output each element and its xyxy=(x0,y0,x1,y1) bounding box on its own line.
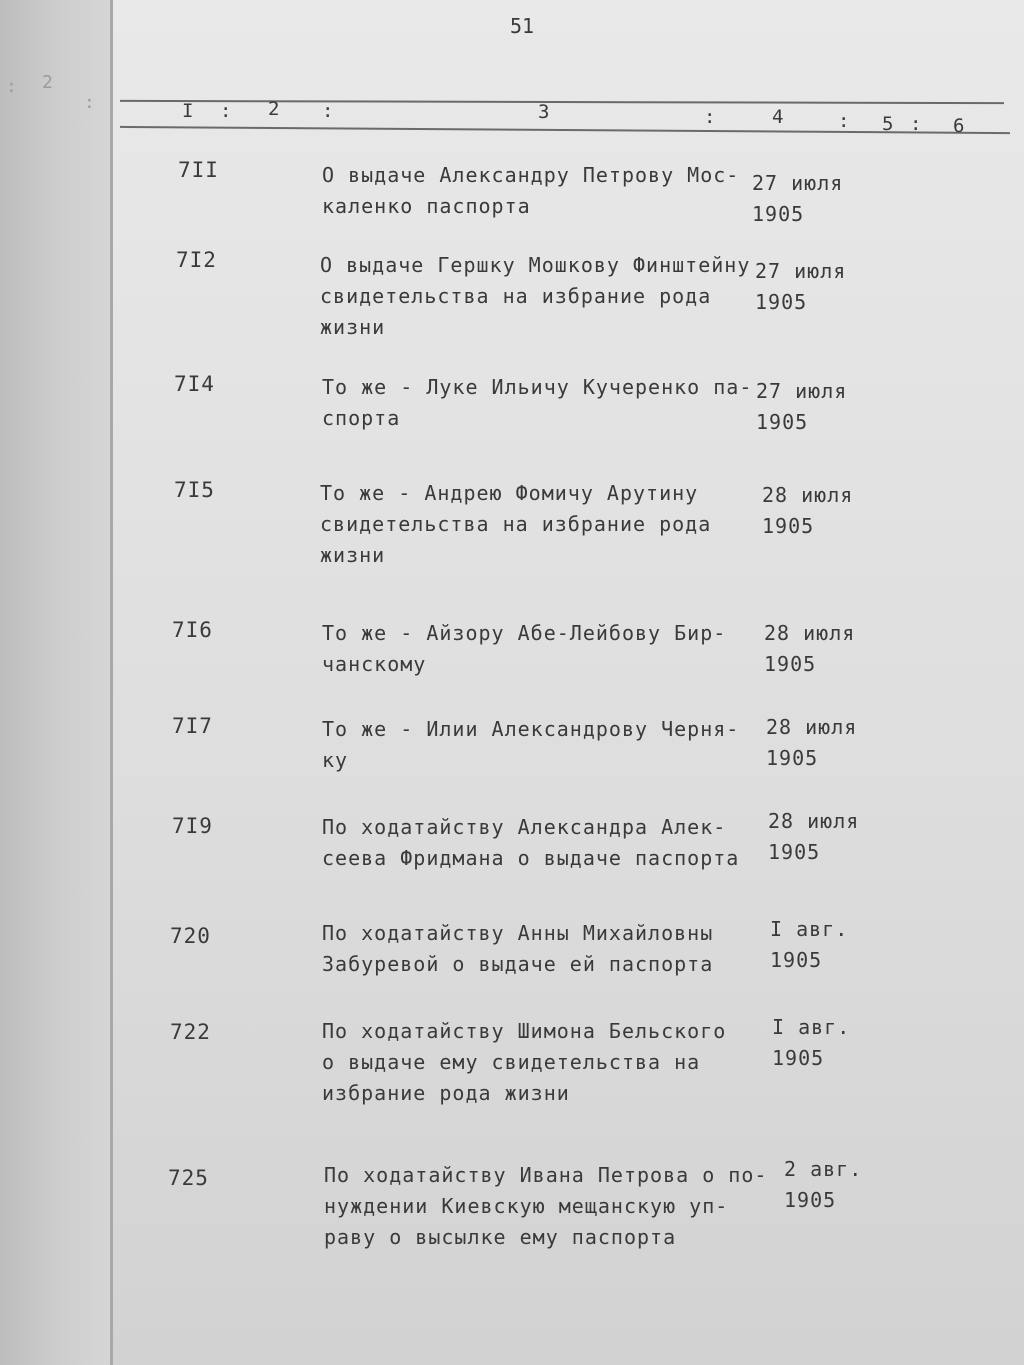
binding-spine xyxy=(0,0,112,1365)
entry-date-day: 28 июля xyxy=(764,621,856,645)
entry-number: 7I2 xyxy=(176,248,217,272)
entry-description-line: То же - Андрею Фомичу Арутину xyxy=(320,481,699,505)
entry-date-year: 1905 xyxy=(764,652,817,676)
entry-description xyxy=(322,1016,726,1109)
column-separator: : xyxy=(910,113,924,135)
entry-description-line: каленко паспорта xyxy=(322,194,531,218)
entry-description-line: По ходатайству Шимона Бельского xyxy=(322,1019,727,1043)
entry-number: 720 xyxy=(170,924,211,948)
entry-description-line: раву о высылке ему паспорта xyxy=(324,1225,677,1249)
column-header-3: 3 xyxy=(538,101,552,123)
entry-date xyxy=(752,168,843,230)
column-separator: : xyxy=(704,106,718,128)
entry-description-line: избрание рода жизни xyxy=(322,1081,570,1105)
entry-date xyxy=(768,806,859,868)
entry-date-year: 1905 xyxy=(755,290,808,314)
entry-number: 7II xyxy=(178,158,219,182)
entry-description-line: О выдаче Александру Петрову Мос- xyxy=(322,163,740,187)
entry-description xyxy=(324,1160,767,1253)
entry-description-line: о выдаче ему свидетельства на xyxy=(322,1050,701,1074)
entry-date-day: 28 июля xyxy=(766,715,858,739)
entry-description-line: То же - Илии Александрову Черня- xyxy=(322,717,740,741)
entry-date-year: 1905 xyxy=(770,948,823,972)
entry-description-line: сеева Фридмана о выдаче паспорта xyxy=(322,846,740,870)
entry-date-day: 27 июля xyxy=(756,379,848,403)
entry-date xyxy=(770,914,848,976)
entry-description-line: ку xyxy=(322,748,349,772)
entry-description xyxy=(320,478,711,571)
entry-date xyxy=(766,712,857,774)
entry-description xyxy=(322,160,739,222)
entry-date xyxy=(755,256,846,318)
column-separator: : xyxy=(838,110,852,132)
entry-description-line: Забуревой о выдаче ей паспорта xyxy=(322,952,714,976)
entry-description-line: спорта xyxy=(322,406,401,430)
entry-date-year: 1905 xyxy=(784,1188,837,1212)
entry-date xyxy=(784,1154,862,1216)
column-separator: : xyxy=(322,100,336,122)
entry-date-day: 27 июля xyxy=(752,171,844,195)
column-header-4: 4 xyxy=(772,106,786,128)
entry-date-year: 1905 xyxy=(772,1046,825,1070)
margin-ghost-mark: : xyxy=(6,76,17,97)
entry-date-day: 28 июля xyxy=(768,809,860,833)
entry-description-line: То же - Луке Ильичу Кучеренко па- xyxy=(322,375,753,399)
entry-date-year: 1905 xyxy=(752,202,805,226)
entry-number: 7I6 xyxy=(172,618,213,642)
entry-number: 7I5 xyxy=(174,478,215,502)
entry-description-line: По ходатайству Анны Михайловны xyxy=(322,921,714,945)
entry-description-line: О выдаче Гершку Мошкову Финштейну xyxy=(320,253,751,277)
entry-date-day: 28 июля xyxy=(762,483,854,507)
entry-date xyxy=(772,1012,850,1074)
entry-date xyxy=(762,480,853,542)
entry-description-line: жизни xyxy=(320,315,386,339)
entry-description-line: чанскому xyxy=(322,652,427,676)
entry-description xyxy=(322,812,739,874)
column-header-5: 5 xyxy=(882,113,896,135)
entry-date-year: 1905 xyxy=(768,840,821,864)
entry-date-year: 1905 xyxy=(762,514,815,538)
entry-description xyxy=(322,372,752,434)
entry-date-day: I авг. xyxy=(770,917,849,941)
margin-ghost-mark: 2 xyxy=(42,72,53,93)
entry-date-year: 1905 xyxy=(756,410,809,434)
column-separator: : xyxy=(220,100,234,122)
entry-date-day: 27 июля xyxy=(755,259,847,283)
column-header-2: 2 xyxy=(268,98,282,120)
entry-date-year: 1905 xyxy=(766,746,819,770)
entry-number: 7I9 xyxy=(172,814,213,838)
entry-description-line: То же - Айзору Абе-Лейбову Бир- xyxy=(322,621,727,645)
entry-description xyxy=(322,918,713,980)
entry-date-day: I авг. xyxy=(772,1015,851,1039)
entry-date xyxy=(764,618,855,680)
page-number: 51 xyxy=(510,14,535,38)
entry-description xyxy=(320,250,750,343)
entry-number: 725 xyxy=(168,1166,209,1190)
entry-description xyxy=(322,618,726,680)
column-header-6: 6 xyxy=(953,115,967,137)
entry-number: 7I4 xyxy=(174,372,215,396)
entry-description-line: свидетельства на избрание рода xyxy=(320,512,712,536)
column-header-1: I xyxy=(182,100,196,122)
entry-description-line: По ходатайству Александра Алек- xyxy=(322,815,727,839)
entry-description-line: свидетельства на избрание рода xyxy=(320,284,712,308)
entry-date-day: 2 авг. xyxy=(784,1157,863,1181)
entry-number: 722 xyxy=(170,1020,211,1044)
entry-date xyxy=(756,376,847,438)
entry-description-line: нуждении Киевскую мещанскую уп- xyxy=(324,1194,729,1218)
entry-description-line: По ходатайству Ивана Петрова о по- xyxy=(324,1163,768,1187)
entry-number: 7I7 xyxy=(172,714,213,738)
entry-description xyxy=(322,714,739,776)
entry-description-line: жизни xyxy=(320,543,386,567)
margin-ghost-mark: : xyxy=(84,92,95,113)
